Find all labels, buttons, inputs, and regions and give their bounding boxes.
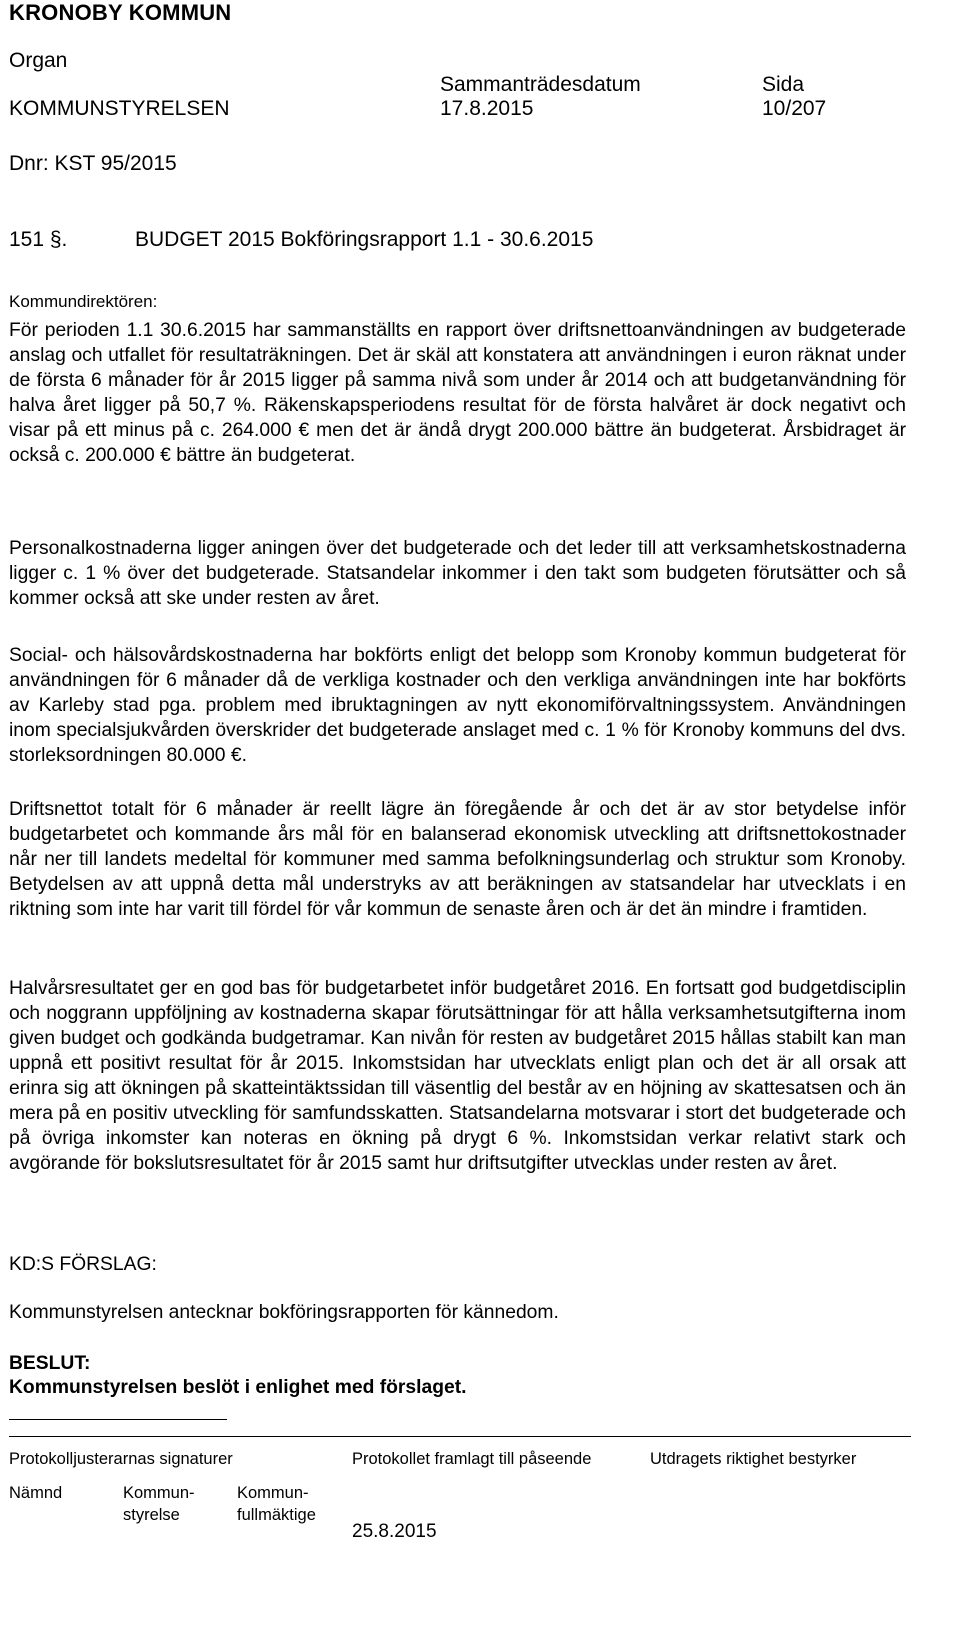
end-rule	[9, 1419, 227, 1420]
diary-number: Dnr: KST 95/2015	[9, 152, 177, 175]
certified-label: Utdragets riktighet bestyrker	[650, 1450, 857, 1468]
paragraph-4: Driftsnettot totalt för 6 månader är reellt lägre än föregående år och det är av stor betydelse inför budgetarbetet och kommande års mål för en balanserad ekonomisk utveckling att driftsnettokostnader når ner till landets medeltal för kommuner med samma befolkningsunderlag och struktur som Kronoby. Betydelsen av att uppnå detta mål understryks av att beräkningen av statsandelar har utvecklats i en riktning som inte har varit till fördel för vår kommun de senaste åren och är det än mindre i framtiden.	[9, 799, 906, 920]
footer-rule	[9, 1436, 911, 1437]
organ-label: Organ	[9, 49, 68, 72]
signatures-label: Protokolljusterarnas signaturer	[9, 1450, 233, 1468]
organ-value: KOMMUNSTYRELSEN	[9, 97, 230, 120]
proposal-text: Kommunstyrelsen antecknar bokföringsrapporten för kännedom.	[9, 1302, 559, 1323]
namnd-label: Nämnd	[9, 1484, 63, 1502]
paragraph-1: För perioden 1.1 30.6.2015 har sammanställts en rapport över driftsnettoanvändningen av budgeterade anslag och utfallet för resultaträkningen. Det är skäl att konstatera att användningen i euron räknat under de första 6 månader för år 2015 ligger på samma nivå som under år 2014 och att budgetanvändning för halva året ligger på 50,7 %. Räkenskapsperiodens resultat för de första halvåret är dock negativt och visar på ett minus på c. 264.000 € men det är ändå drygt 200.000 bättre än budgeterat. Årsbidraget är också c. 200.000 € bättre än budgeterat.	[9, 320, 906, 466]
page-number: 10/207	[762, 97, 827, 120]
section-author: Kommundirektören:	[9, 292, 158, 311]
presented-label: Protokollet framlagt till påseende	[352, 1450, 592, 1468]
kf-label-line1: Kommun-	[237, 1484, 309, 1502]
decision-text: Kommunstyrelsen beslöt i enlighet med förslaget.	[9, 1377, 467, 1398]
paragraph-2: Personalkostnaderna ligger aningen över det budgeterade och det leder till att verksamhetskostnaderna ligger c. 1 % över det budgeterade. Statsandelar inkommer i den takt som budgeten förutsätter och så kommer också att ske under resten av året.	[9, 538, 906, 609]
section-heading	[9, 228, 593, 252]
paragraph-3: Social- och hälsovårdskostnaderna har bokförts enligt det belopp som Kronoby kommun budgeterat för användningen för 6 månader då de verkliga kostnader och den verkliga användningen inte har bokförts av Karleby stad pga. problem med ibruktagningen av nytt ekonomiförvaltningssystem. Användningen inom specialsjukvården överskrider det budgeterade anslaget med c. 1 % för Kronoby kommuns del dvs. storleksordningen 80.000 €.	[9, 645, 906, 766]
proposal-heading: KD:S FÖRSLAG:	[9, 1254, 157, 1275]
kf-label-line2: fullmäktige	[237, 1506, 316, 1524]
ks-label-line2: styrelse	[123, 1506, 180, 1524]
municipality-name: KRONOBY KOMMUN	[9, 0, 232, 25]
ks-label-line1: Kommun-	[123, 1484, 195, 1502]
paragraph-5: Halvårsresultatet ger en god bas för budgetarbetet inför budgetåret 2016. En fortsatt god budgetdisciplin och noggrann uppföljning av kostnaderna skapar förutsättningar för att hålla verksamhetsutgifterna inom given budget och godkända budgetramar. Kan nivån för resten av budgetåret 2015 hållas stabilt kan man uppnå ett positivt resultat för år 2015. Inkomstsidan har utvecklats enligt plan och det är all orsak att erinra sig att ökningen på skatteintäktssidan till väsentlig del består av en höjning av skattesatsen och än mera på en positiv utveckling för samfundsskatten. Statsandelarna motsvarar i stort det budgeterade och på övriga inkomster kan noteras en ökning på drygt 6 %. Inkomstsidan verkar relativt stark och avgörande för bokslutsresultatet för år 2015 samt hur driftsutgifter utvecklas under resten av året.	[9, 978, 906, 1174]
section-number: 151 §.	[9, 228, 68, 251]
decision-heading: BESLUT:	[9, 1353, 91, 1374]
section-title: BUDGET 2015 Bokföringsrapport 1.1 - 30.6.2015	[135, 228, 594, 251]
meeting-date-label: Sammanträdesdatum	[440, 73, 641, 96]
presented-date: 25.8.2015	[352, 1521, 437, 1542]
page-label: Sida	[762, 73, 805, 96]
meeting-date-value: 17.8.2015	[440, 97, 534, 120]
